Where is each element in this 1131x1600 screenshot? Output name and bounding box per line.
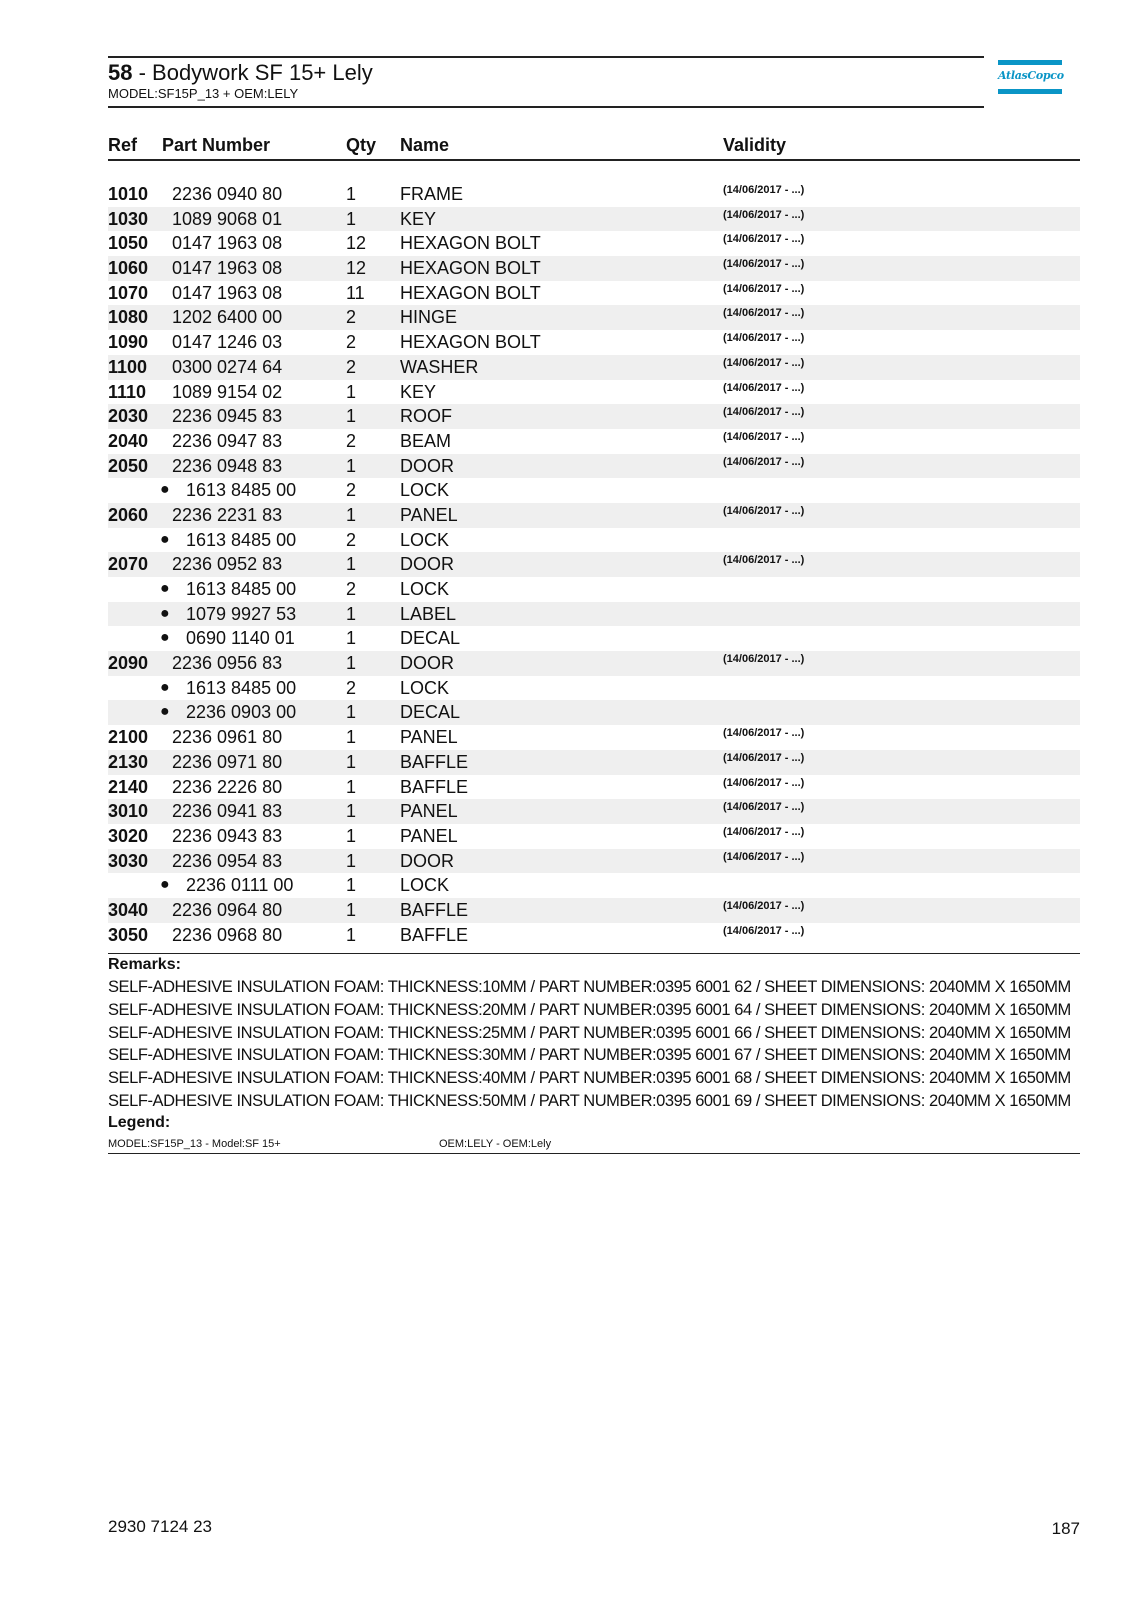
- part-number-cell: 2236 0948 83: [172, 455, 283, 476]
- validity-cell: (14/06/2017 - ...): [723, 653, 805, 666]
- validity-cell: (14/06/2017 - ...): [723, 727, 805, 740]
- qty-cell: 2: [346, 307, 357, 328]
- name-cell: PANEL: [400, 727, 458, 748]
- name-cell: ROOF: [400, 406, 452, 427]
- ref-cell: 1030: [108, 208, 149, 229]
- ref-cell: 3040: [108, 899, 149, 920]
- name-cell: PANEL: [400, 825, 458, 846]
- ref-cell: 1010: [108, 184, 149, 204]
- document-number: 2930 7124 23: [108, 1517, 212, 1536]
- table-subrow: [108, 528, 1080, 553]
- ref-cell: 1110: [108, 381, 147, 402]
- qty-cell: 1: [346, 184, 357, 204]
- parts-table: [108, 182, 1080, 947]
- part-number-cell: 0147 1963 08: [172, 282, 283, 303]
- column-name: Name: [400, 135, 450, 155]
- qty-cell: 1: [346, 455, 357, 476]
- part-number-cell: 0147 1963 08: [172, 233, 283, 254]
- part-number-cell: 0690 1140 01: [186, 628, 295, 649]
- validity-cell: (14/06/2017 - ...): [723, 924, 805, 937]
- validity-cell: (14/06/2017 - ...): [723, 850, 805, 863]
- column-qty: Qty: [346, 135, 377, 155]
- table-row: [108, 725, 1080, 750]
- part-number-cell: 1613 8485 00: [186, 677, 297, 698]
- qty-cell: 1: [346, 381, 357, 402]
- part-number-cell: 2236 0964 80: [172, 899, 283, 920]
- name-cell: LOCK: [400, 579, 450, 599]
- ref-cell: 1090: [108, 332, 149, 353]
- name-cell: PANEL: [400, 504, 458, 525]
- table-row: [108, 898, 1080, 923]
- part-number-cell: 2236 0956 83: [172, 653, 283, 674]
- bullet-icon: ●: [160, 580, 170, 597]
- table-row: [108, 380, 1080, 405]
- qty-cell: 1: [346, 801, 357, 822]
- part-number-cell: 1089 9154 02: [172, 381, 283, 402]
- column-part-number: Part Number: [162, 135, 271, 155]
- validity-cell: (14/06/2017 - ...): [723, 825, 805, 838]
- qty-cell: 1: [346, 825, 357, 846]
- validity-cell: (14/06/2017 - ...): [723, 430, 805, 443]
- table-row: [108, 231, 1080, 256]
- ref-cell: 2050: [108, 455, 149, 476]
- remark-line: SELF-ADHESIVE INSULATION FOAM: THICKNESS:30MM / PART NUMBER:0395 6001 67 / SHEET DIMENSIONS: 2040MM X 1650MM: [108, 1046, 1071, 1065]
- remark-line: SELF-ADHESIVE INSULATION FOAM: THICKNESS:25MM / PART NUMBER:0395 6001 66 / SHEET DIMENSIONS: 2040MM X 1650MM: [108, 1023, 1071, 1042]
- part-number-cell: 2236 2231 83: [172, 504, 283, 525]
- bullet-icon: ●: [160, 678, 170, 696]
- part-number-cell: 2236 0945 83: [172, 406, 283, 427]
- ref-cell: 2070: [108, 554, 149, 575]
- table-subrow: [108, 602, 1080, 627]
- table-row: [108, 429, 1080, 454]
- validity-cell: (14/06/2017 - ...): [723, 406, 805, 419]
- bullet-icon: ●: [160, 629, 170, 647]
- part-number-cell: 2236 0947 83: [172, 430, 283, 451]
- part-number-cell: 2236 0952 83: [172, 554, 283, 575]
- table-subrow: [108, 577, 1080, 602]
- name-cell: FRAME: [400, 184, 463, 204]
- table-row: [108, 305, 1080, 330]
- validity-cell: (14/06/2017 - ...): [723, 381, 805, 394]
- qty-cell: 12: [346, 233, 367, 254]
- qty-cell: 1: [346, 727, 357, 748]
- ref-cell: 3020: [108, 825, 149, 846]
- ref-cell: 2130: [108, 751, 149, 772]
- validity-cell: (14/06/2017 - ...): [723, 554, 805, 567]
- ref-cell: 2100: [108, 727, 149, 748]
- name-cell: WASHER: [400, 356, 479, 377]
- name-cell: BEAM: [400, 430, 452, 451]
- validity-cell: (14/06/2017 - ...): [723, 184, 805, 196]
- table-row: [108, 775, 1080, 800]
- validity-cell: (14/06/2017 - ...): [723, 258, 805, 271]
- qty-cell: 1: [346, 924, 357, 945]
- table-row: [108, 404, 1080, 429]
- remark-line: SELF-ADHESIVE INSULATION FOAM: THICKNESS:10MM / PART NUMBER:0395 6001 62 / SHEET DIMENSIONS: 2040MM X 1650MM: [108, 978, 1071, 996]
- table-row: [108, 799, 1080, 824]
- ref-cell: 1100: [108, 356, 148, 377]
- validity-cell: (14/06/2017 - ...): [723, 455, 805, 468]
- name-cell: BAFFLE: [400, 751, 469, 772]
- name-cell: BAFFLE: [400, 899, 469, 920]
- table-row: [108, 923, 1080, 948]
- validity-cell: (14/06/2017 - ...): [723, 332, 805, 345]
- qty-cell: 1: [346, 628, 357, 649]
- qty-cell: 1: [346, 504, 357, 525]
- table-row: [108, 503, 1080, 528]
- ref-cell: 2030: [108, 406, 149, 427]
- remark-line: SELF-ADHESIVE INSULATION FOAM: THICKNESS:40MM / PART NUMBER:0395 6001 68 / SHEET DIMENSIONS: 2040MM X 1650MM: [108, 1069, 1071, 1088]
- qty-cell: 11: [346, 282, 365, 303]
- table-row: [108, 355, 1080, 380]
- legend-item: MODEL:SF15P_13 - Model:SF 15+: [108, 1138, 281, 1150]
- name-cell: DOOR: [400, 653, 454, 674]
- part-number-cell: 2236 0971 80: [172, 751, 283, 772]
- part-number-cell: 2236 0943 83: [172, 825, 283, 846]
- ref-cell: 2040: [108, 430, 149, 451]
- name-cell: DOOR: [400, 455, 454, 476]
- qty-cell: 2: [346, 356, 357, 377]
- name-cell: HEXAGON BOLT: [400, 233, 541, 254]
- name-cell: HEXAGON BOLT: [400, 282, 541, 303]
- name-cell: BAFFLE: [400, 924, 469, 945]
- qty-cell: 2: [346, 677, 357, 698]
- bullet-icon: ●: [160, 530, 170, 548]
- name-cell: DOOR: [400, 850, 454, 871]
- ref-cell: 1080: [108, 307, 149, 328]
- part-number-cell: 1089 9068 01: [172, 208, 283, 229]
- logo-text: AtlasCopco: [998, 69, 1064, 82]
- bullet-icon: ●: [160, 481, 170, 499]
- section-number: 58: [108, 60, 133, 85]
- part-number-cell: 1079 9927 53: [186, 603, 297, 624]
- legend-title: Legend:: [108, 1114, 171, 1131]
- qty-cell: 1: [346, 875, 357, 896]
- part-number-cell: 2236 0941 83: [172, 801, 283, 822]
- name-cell: LOCK: [400, 677, 450, 698]
- page-header: [108, 56, 984, 108]
- table-row: [108, 330, 1080, 355]
- ref-cell: 1050: [108, 233, 149, 254]
- table-row: [108, 824, 1080, 849]
- name-cell: DECAL: [400, 628, 461, 649]
- remarks-divider: [108, 953, 1080, 954]
- bullet-icon: ●: [160, 703, 170, 721]
- name-cell: DECAL: [400, 702, 461, 723]
- part-number-cell: 1202 6400 00: [172, 307, 283, 328]
- table-header: [108, 131, 1080, 161]
- part-number-cell: 2236 0940 80: [172, 184, 283, 204]
- qty-cell: 1: [346, 208, 357, 229]
- qty-cell: 1: [346, 406, 357, 427]
- qty-cell: 1: [346, 702, 357, 723]
- bullet-icon: ●: [160, 604, 170, 622]
- remark-line: SELF-ADHESIVE INSULATION FOAM: THICKNESS:50MM / PART NUMBER:0395 6001 69 / SHEET DIMENSIONS: 2040MM X 1650MM: [108, 1091, 1071, 1110]
- ref-cell: 3030: [108, 850, 149, 871]
- table-subrow: [108, 873, 1080, 898]
- table-row: [108, 256, 1080, 281]
- table-row: [108, 182, 1080, 207]
- part-number-cell: 0147 1246 03: [172, 332, 283, 353]
- qty-cell: 1: [346, 776, 357, 797]
- name-cell: DOOR: [400, 554, 454, 575]
- table-row: [108, 849, 1080, 874]
- qty-cell: 1: [346, 653, 357, 674]
- table-row: [108, 651, 1080, 676]
- part-number-cell: 1613 8485 00: [186, 529, 297, 550]
- name-cell: HINGE: [400, 307, 458, 328]
- validity-cell: (14/06/2017 - ...): [723, 307, 805, 320]
- ref-cell: 3010: [108, 801, 149, 822]
- remarks-title: Remarks:: [108, 956, 181, 973]
- name-cell: LOCK: [400, 480, 450, 501]
- table-row: [108, 552, 1080, 577]
- name-cell: LABEL: [400, 603, 457, 624]
- table-row: [108, 207, 1080, 232]
- validity-cell: (14/06/2017 - ...): [723, 282, 805, 295]
- validity-cell: (14/06/2017 - ...): [723, 801, 805, 814]
- column-ref: Ref: [108, 135, 138, 155]
- ref-cell: 1070: [108, 282, 149, 303]
- part-number-cell: 1613 8485 00: [186, 480, 297, 501]
- name-cell: KEY: [400, 208, 437, 229]
- qty-cell: 2: [346, 579, 357, 599]
- part-number-cell: 2236 0954 83: [172, 850, 283, 871]
- logo-bar-top: [998, 60, 1062, 65]
- qty-cell: 1: [346, 850, 357, 871]
- name-cell: HEXAGON BOLT: [400, 258, 541, 279]
- table-subrow: [108, 676, 1080, 701]
- qty-cell: 12: [346, 258, 367, 279]
- ref-cell: 3050: [108, 924, 149, 945]
- remarks-list: [108, 976, 1080, 1113]
- ref-cell: 1060: [108, 258, 149, 279]
- ref-cell: 2090: [108, 653, 149, 674]
- page-number: 187: [1051, 1519, 1080, 1538]
- validity-cell: (14/06/2017 - ...): [723, 776, 805, 789]
- table-row: [108, 454, 1080, 479]
- table-row: [108, 281, 1080, 306]
- logo-bar-bottom: [998, 89, 1062, 94]
- legend-item: OEM:LELY - OEM:Lely: [439, 1138, 552, 1150]
- part-number-cell: 2236 0111 00: [186, 875, 294, 896]
- table-subrow: [108, 478, 1080, 503]
- legend: [108, 1136, 1080, 1154]
- ref-cell: 2060: [108, 504, 149, 525]
- part-number-cell: 1613 8485 00: [186, 579, 297, 599]
- name-cell: KEY: [400, 381, 437, 402]
- qty-cell: 1: [346, 554, 357, 575]
- qty-cell: 2: [346, 529, 357, 550]
- name-cell: BAFFLE: [400, 776, 469, 797]
- part-number-cell: 2236 0903 00: [186, 702, 297, 723]
- qty-cell: 2: [346, 480, 357, 501]
- part-number-cell: 2236 0968 80: [172, 924, 283, 945]
- column-validity: Validity: [723, 135, 787, 155]
- qty-cell: 1: [346, 899, 357, 920]
- part-number-cell: 0147 1963 08: [172, 258, 283, 279]
- page-title: [108, 60, 373, 86]
- ref-cell: 2140: [108, 776, 149, 797]
- part-number-cell: 2236 0961 80: [172, 727, 283, 748]
- table-subrow: [108, 626, 1080, 651]
- name-cell: HEXAGON BOLT: [400, 332, 541, 353]
- qty-cell: 2: [346, 332, 357, 353]
- name-cell: LOCK: [400, 529, 450, 550]
- name-cell: PANEL: [400, 801, 458, 822]
- bullet-icon: ●: [160, 876, 170, 894]
- atlas-copco-logo: [998, 60, 1062, 95]
- qty-cell: 1: [346, 603, 357, 624]
- table-subrow: [108, 700, 1080, 725]
- name-cell: LOCK: [400, 875, 450, 896]
- remark-line: SELF-ADHESIVE INSULATION FOAM: THICKNESS:20MM / PART NUMBER:0395 6001 64 / SHEET DIMENSIONS: 2040MM X 1650MM: [108, 1000, 1071, 1019]
- validity-cell: (14/06/2017 - ...): [723, 504, 805, 517]
- validity-cell: (14/06/2017 - ...): [723, 899, 805, 912]
- qty-cell: 2: [346, 430, 357, 451]
- part-number-cell: 2236 2226 80: [172, 776, 283, 797]
- part-number-cell: 0300 0274 64: [172, 356, 283, 377]
- qty-cell: 1: [346, 751, 357, 772]
- validity-cell: (14/06/2017 - ...): [723, 751, 805, 764]
- table-row: [108, 750, 1080, 775]
- page-subtitle: MODEL:SF15P_13 + OEM:LELY: [108, 86, 299, 101]
- section-title: - Bodywork SF 15+ Lely: [132, 60, 373, 85]
- validity-cell: (14/06/2017 - ...): [723, 208, 805, 221]
- validity-cell: (14/06/2017 - ...): [723, 233, 805, 246]
- validity-cell: (14/06/2017 - ...): [723, 356, 805, 369]
